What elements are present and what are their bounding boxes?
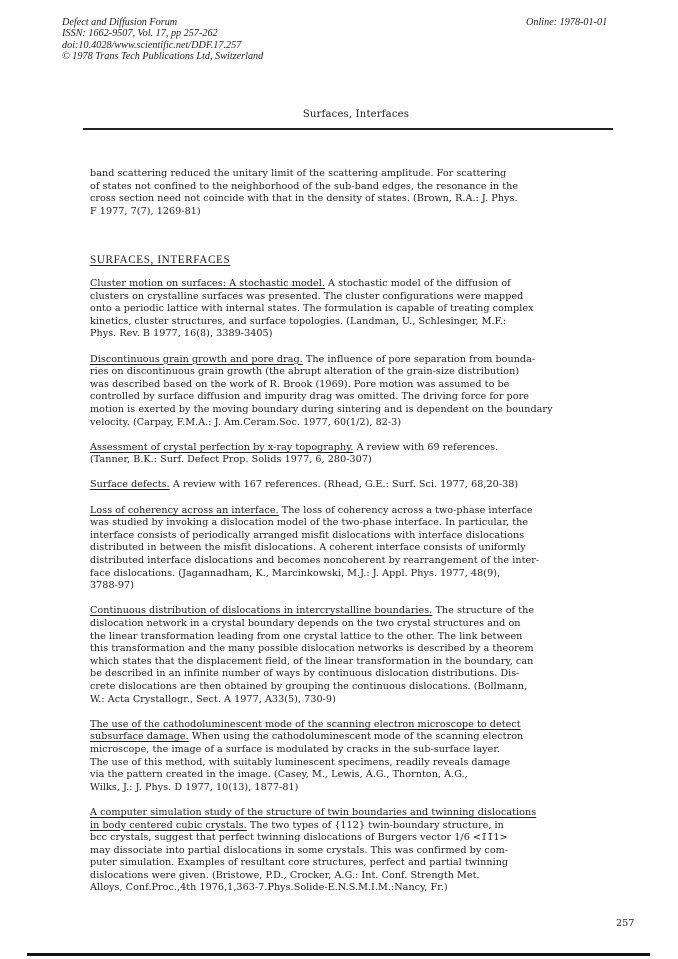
abstract-title: A computer simulation study of the structure of twin boundaries and twinning dislocations	[90, 806, 537, 818]
abstract-entry	[90, 505, 630, 593]
text-line: was studied by invoking a dislocation model of the two-phase interface. In particular, the	[90, 517, 529, 529]
abstract-entry	[90, 354, 630, 430]
text-fragment: A review with 69 references.	[353, 441, 499, 453]
footer-rule	[27, 953, 650, 956]
journal-metadata	[62, 17, 263, 63]
text-line: W.: Acta Crystallogr., Sect. A 1977, A33(5), 730-9)	[90, 693, 336, 705]
text-line: interface consists of periodically arranged misfit dislocations with interface dislocations	[90, 529, 525, 541]
text-line: Wilks, J.: J. Phys. D 1977, 10(13), 1877-81)	[90, 781, 299, 793]
journal-name: Defect and Diffusion Forum	[62, 17, 178, 28]
text-line: of states not confined to the neighborhood of the sub-band edges, the resonance in the	[90, 180, 519, 192]
abstract-title: Loss of coherency across an interface.	[90, 504, 279, 516]
text-fragment: The loss of coherency across a two-phase interface	[278, 504, 533, 516]
text-line: clusters on crystalline surfaces was presented. The cluster configurations were mapped	[90, 290, 524, 302]
abstract-entry	[90, 605, 630, 706]
text-fragment: The influence of pore separation from bounda-	[302, 353, 536, 365]
abstract-entry	[90, 442, 630, 467]
abstract-title: The use of the cathodoluminescent mode of the scanning electron microscope to detect	[90, 718, 521, 730]
copyright: © 1978 Trans Tech Publications Ltd, Switzerland	[62, 51, 264, 63]
section-heading: SURFACES, INTERFACES	[90, 254, 231, 267]
text-line: Phys. Rev. B 1977, 16(8), 3389-3405)	[90, 328, 273, 340]
abstract-title: Discontinuous grain growth and pore drag.	[90, 353, 303, 365]
text-line: F 1977, 7(7), 1269-81)	[90, 205, 201, 217]
text-line: 3788-97)	[90, 580, 135, 592]
text-line: the linear transformation leading from one crystal lattice to the other. The link between	[90, 630, 523, 642]
abstract-entry	[90, 807, 630, 895]
text-fragment: When using the cathodoluminescent mode of the scanning electron	[188, 731, 524, 743]
text-fragment: A review with 167 references. (Rhead, G.E.: Surf. Sci. 1977, 68,20-38)	[169, 479, 519, 491]
text-line: distributed interface dislocations and becomes noncoherent by rearrangement of the inter-	[90, 555, 540, 567]
text-line: dislocations were given. (Bristowe, P.D., Crocker, A.G.: Int. Conf. Strength Met.	[90, 869, 480, 881]
text-line: was described based on the work of R. Brook (1969). Pore motion was assumed to be	[90, 378, 510, 390]
running-head: Surfaces, Interfaces	[302, 109, 410, 120]
abstract-title: Surface defects.	[90, 479, 170, 491]
text-fragment: The two types of {112} twin-boundary structure, in	[246, 819, 504, 831]
header-rule	[83, 128, 613, 130]
text-line: this transformation and the many possible dislocation networks is described by a theorem	[90, 643, 534, 655]
abstract-entry	[90, 278, 630, 341]
text-line: motion is exerted by the moving boundary during sintering and is dependent on the boundary	[90, 403, 553, 415]
text-line: band scattering reduced the unitary limit of the scattering amplitude. For scattering	[90, 168, 507, 179]
text-line: be described in an infinite number of ways by continuous dislocation distributions. Dis-	[90, 668, 520, 680]
text-line: puter simulation. Examples of resultant core structures, perfect and partial twinning	[90, 857, 509, 869]
abstract-title-cont: in body centered cubic crystals.	[90, 819, 247, 831]
text-line: onto a periodic lattice with internal states. The formulation is capable of treating complex	[90, 303, 534, 315]
text-line: crete dislocations are then obtained by grouping the continuous dislocations. (Bollmann,	[90, 680, 528, 692]
text-line: may dissociate into partial dislocations in some crystals. This was confirmed by com-	[90, 844, 509, 856]
text-line: which states that the displacement field, of the linear transformation in the boundary, can	[90, 655, 534, 667]
text-fragment: The structure of the	[432, 605, 535, 617]
page-body	[90, 168, 630, 895]
text-fragment: A stochastic model of the diffusion of	[324, 277, 511, 289]
intro-paragraph	[90, 168, 630, 218]
text-line: distributed in between the misfit dislocations. A coherent interface consists of uniformly	[90, 542, 526, 554]
abstract-title-cont: subsurface damage.	[90, 731, 189, 743]
abstract-entry	[90, 719, 630, 795]
text-line: microscope, the image of a surface is modulated by cracks in the sub-surface layer.	[90, 743, 501, 755]
text-line: face dislocations. (Jagannadham, K., Marcinkowski, M.J.: J. Appl. Phys. 1977, 48(9),	[90, 567, 501, 579]
doi: doi:10.4028/www.scientific.net/DDF.17.257	[62, 39, 242, 51]
online-date: Online: 1978-01-01	[526, 17, 608, 28]
text-line: kinetics, cluster structures, and surface topologies. (Landman, U., Schlesinger, M.F.:	[90, 315, 507, 327]
text-line: via the pattern created in the image. (Casey, M., Lewis, A.G., Thornton, A.G.,	[90, 769, 468, 781]
text-line: dislocation network in a crystal boundary depends on the two crystal structures and on	[90, 618, 521, 629]
text-line: The use of this method, with suitably luminescent specimens, readily reveals damage	[90, 756, 511, 768]
abstract-entry	[90, 479, 630, 492]
page-number: 257	[616, 918, 635, 929]
text-line: ries on discontinuous grain growth (the abrupt alteration of the grain-size distribution)	[90, 366, 520, 378]
text-line: bcc crystals, suggest that perfect twinning dislocations of Burgers vector 1/6 <1̄1̄1>	[90, 832, 508, 844]
abstract-title: Cluster motion on surfaces: A stochastic model.	[90, 277, 325, 289]
text-line: Alloys, Conf.Proc.,4th 1976,1,363-7.Phys.Solide-E.N.S.M.I.M.:Nancy, Fr.)	[90, 882, 448, 894]
abstract-title: Continuous distribution of dislocations in intercrystalline boundaries.	[90, 605, 433, 617]
abstract-title: Assessment of crystal perfection by x-ray topography.	[90, 441, 354, 453]
text-line: controlled by surface diffusion and impurity drag was omitted. The driving force for pore	[90, 391, 529, 403]
issn-volume-pages: ISSN: 1662-9507, Vol. 17, pp 257-262	[62, 28, 218, 40]
text-line: cross section need not coincide with that in the density of states. (Brown, R.A.: J. Phys.	[90, 193, 518, 205]
text-line: velocity. (Carpay, F.M.A.: J. Am.Ceram.Soc. 1977, 60(1/2), 82-3)	[90, 416, 402, 428]
text-line: (Tanner, B.K.: Surf. Defect Prop. Solids 1977, 6, 280-307)	[90, 454, 372, 466]
